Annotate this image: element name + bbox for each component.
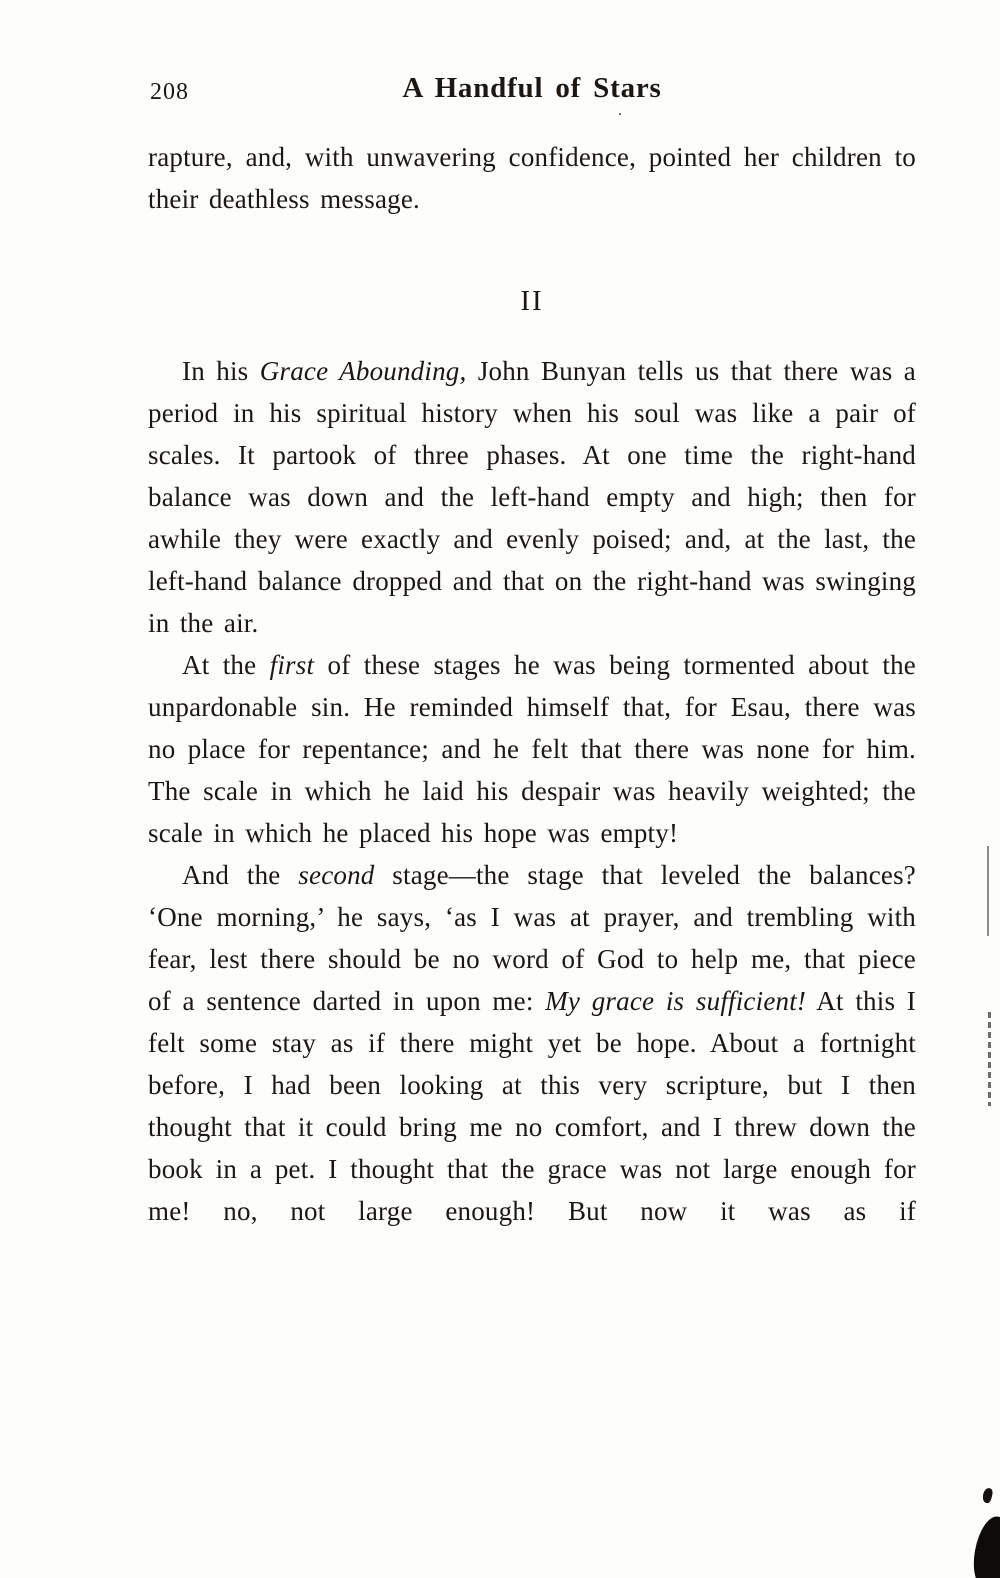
paragraph: At the first of these stages he was being tormented about the unpardonable sin. He reminded himself that, for Esau, there was no place for repentance; and he felt that there was none for him. The scale in which he laid his despair was heavily weighted; the scale in which he placed his hope was empty! bbox=[148, 650, 916, 848]
paragraph: And the second stage—the stage that leveled the balances? ‘One morning,’ he says, ‘as I was at prayer, and trembling with fear, lest there should be no word of God to help me, that piece of a sentence darted in upon me: My grace is sufficient! At this I felt some stay as if there might yet be hope. About a fortnight before, I had been looking at this very scripture, but I then thought that it could bring me no comfort, and I threw down the book in a pet. I thought that the grace was not large enough for me! no, not large enough! But now it was as if bbox=[148, 860, 916, 1226]
section-heading: II bbox=[520, 285, 544, 317]
page-number: 208 bbox=[150, 79, 189, 105]
scan-artifact-line bbox=[987, 846, 989, 936]
running-title: A Handful of Stars bbox=[402, 72, 662, 104]
paragraph: In his Grace Abounding, John Bunyan tells us that there was a period in his spiritual history when his soul was like a pair of scales. It partook of three phases. At one time the right-hand balance was down and the left-hand empty and high; then for awhile they were exactly and evenly poised; and, at the last, the left-hand balance dropped and that on the right-hand was swinging in the air. bbox=[148, 356, 916, 638]
page-header bbox=[148, 72, 916, 132]
header-ink-dot: . bbox=[618, 102, 622, 119]
paragraph-continuation: rapture, and, with unwavering confidence, pointed her children to their deathless message. bbox=[148, 142, 916, 214]
scan-artifact-ink-blot bbox=[969, 1514, 1000, 1578]
body-text bbox=[148, 136, 916, 1232]
scan-artifact-ink-spot bbox=[981, 1487, 993, 1504]
scan-artifact-dashed-line bbox=[988, 1012, 991, 1106]
